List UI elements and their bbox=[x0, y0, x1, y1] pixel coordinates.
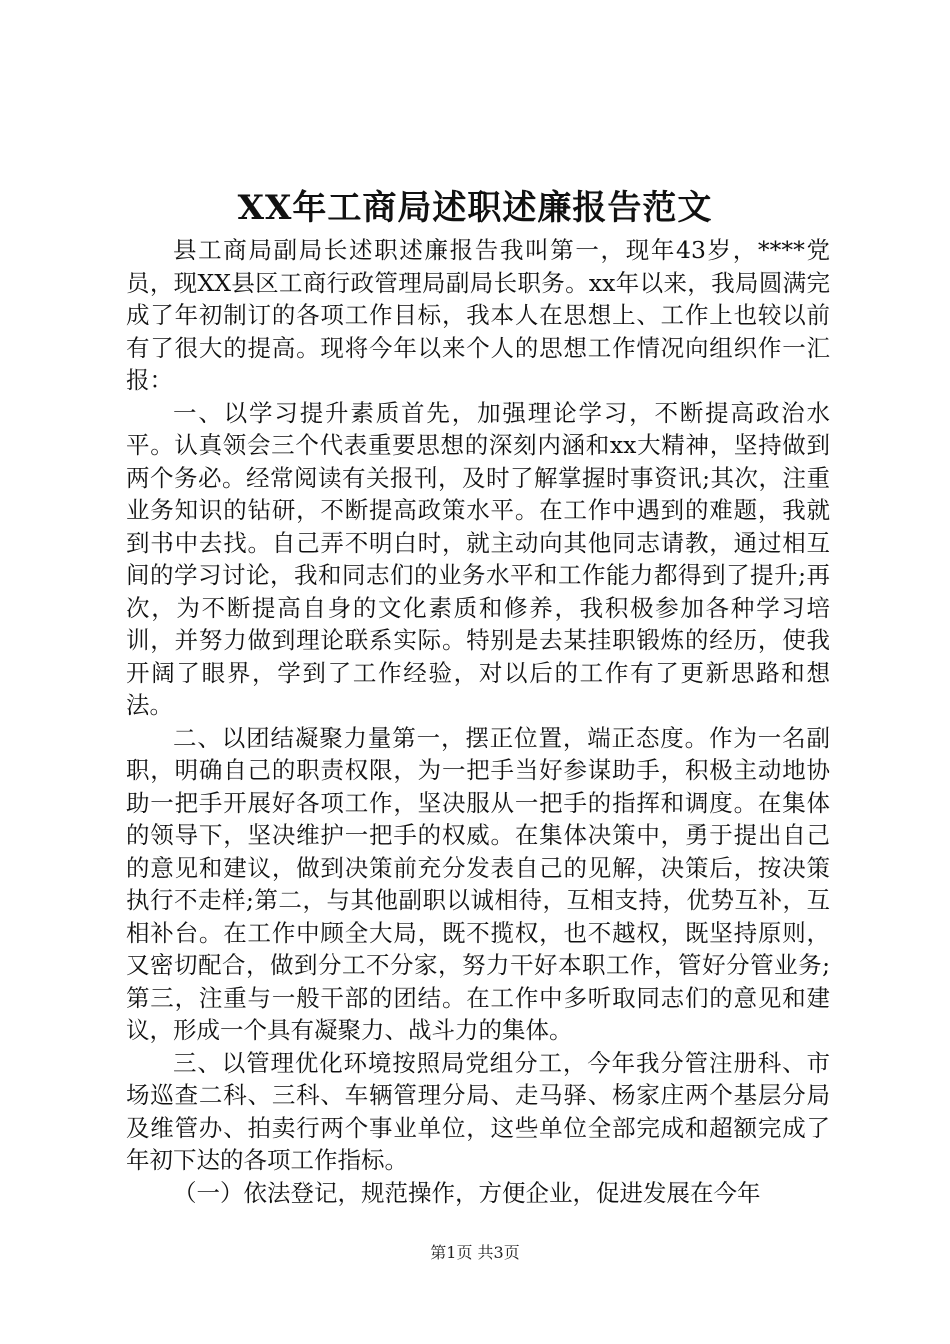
paragraph-section-1: 一、以学习提升素质首先，加强理论学习，不断提高政治水平。认真领会三个代表重要思想的深刻内涵和xx大精神，坚持做到两个务必。经常阅读有关报刊，及时了解掌握时事资讯;其次，注重业务知识的钻研，不断提高政策水平。在工作中遇到的难题，我就到书中去找。自己弄不明白时，就主动向其他同志请教，通过相互间的学习讨论，我和同志们的业务水平和工作能力都得到了提升;再次，为不断提高自身的文化素质和修养，我积极参加各种学习培训，并努力做到理论联系实际。特别是去某挂职锻炼的经历，使我开阔了眼界，学到了工作经验，对以后的工作有了更新思路和想法。 bbox=[126, 398, 830, 719]
page-footer: 第1页 共3页 bbox=[430, 1243, 520, 1262]
paragraph-section-3: 三、以管理优化环境按照局党组分工，今年我分管注册科、市场巡查二科、三科、车辆管理分局、走马驿、杨家庄两个基层分局及维管办、拍卖行两个事业单位，这些单位全部完成和超额完成了年初下达的各项工作指标。 bbox=[126, 1048, 830, 1174]
document-body bbox=[126, 234, 830, 1209]
paragraph-intro: 县工商局副局长述职述廉报告我叫第一，现年43岁，****党员，现XX县区工商行政管理局副局长职务。xx年以来，我局圆满完成了年初制订的各项工作目标，我本人在思想上、工作上也较以前有了很大的提高。现将今年以来个人的思想工作情况向组织作一汇报： bbox=[126, 236, 830, 394]
paragraph-section-2: 二、以团结凝聚力量第一，摆正位置，端正态度。作为一名副职，明确自己的职责权限，为一把手当好参谋助手，积极主动地协助一把手开展好各项工作，坚决服从一把手的指挥和调度。在集体的领导下，坚决维护一把手的权威。在集体决策中，勇于提出自己的意见和建议，做到决策前充分发表自己的见解，决策后，按决策执行不走样;第二，与其他副职以诚相待，互相支持，优势互补，互相补台。在工作中顾全大局，既不揽权，也不越权，既坚持原则，又密切配合，做到分工不分家，努力干好本职工作，管好分管业务;第三，注重与一般干部的团结。在工作中多听取同志们的意见和建议，形成一个具有凝聚力、战斗力的集体。 bbox=[126, 723, 830, 1044]
document-title: XX年工商局述职述廉报告范文 bbox=[237, 188, 713, 228]
paragraph-subsection-1: （一）依法登记，规范操作，方便企业，促进发展在今年 bbox=[173, 1178, 761, 1207]
